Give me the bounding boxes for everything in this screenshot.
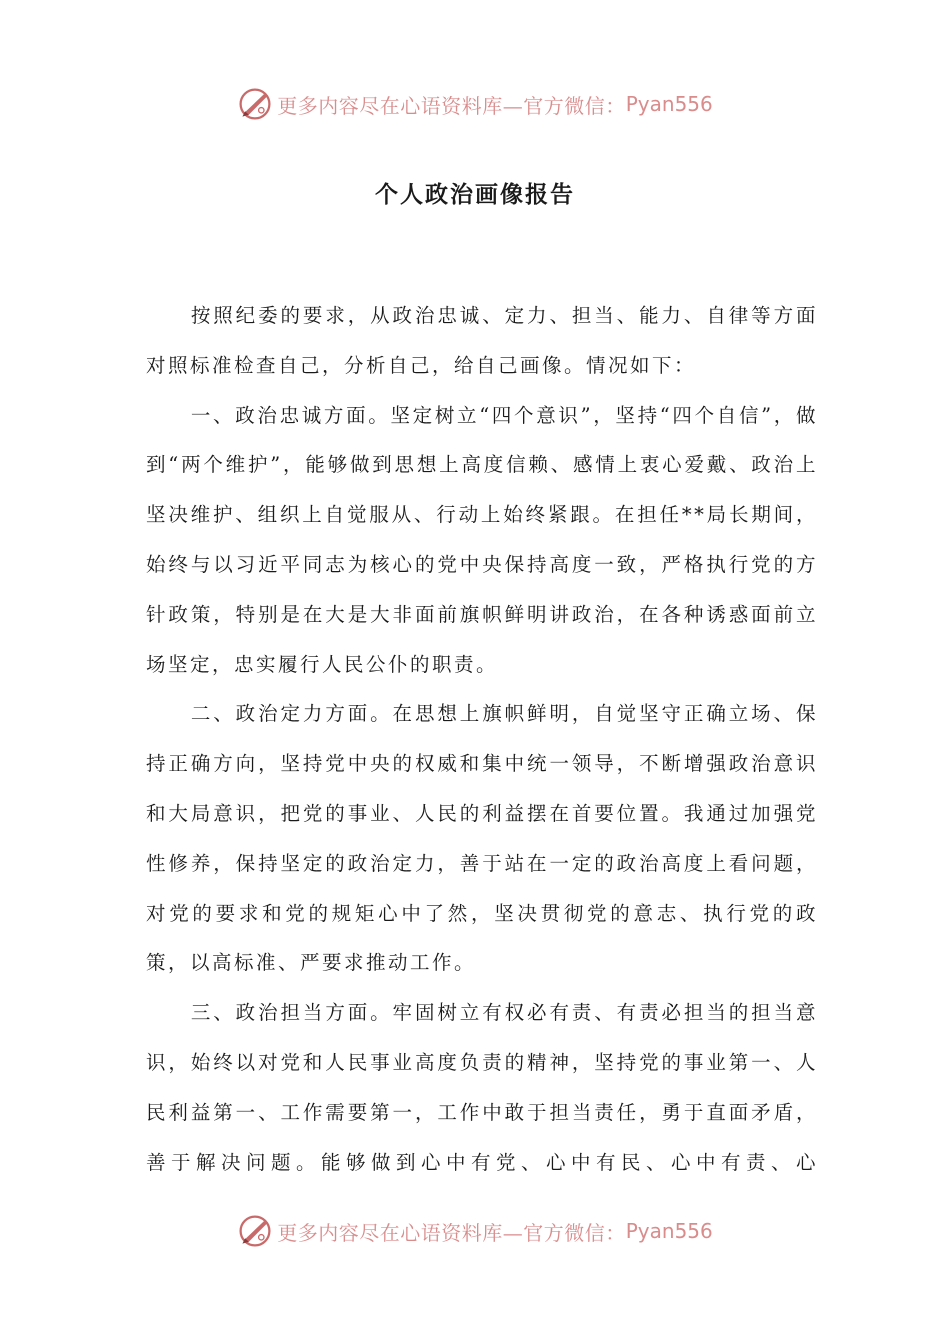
- paragraph-loyalty: 一、政治忠诚方面。坚定树立“四个意识”，坚持“四个自信”，做到“两个维护”，能够做到思想上高度信赖、感情上衷心爱戴、政治上坚决维护、组织上自觉服从、行动上始终紧跟。在担任**局长期间，始终与以习近平同志为核心的党中央保持高度一致，严格执行党的方针政策，特别是在大是大非面前旗帜鲜明讲政治，在各种诱惑面前立场坚定，忠实履行人民公仆的职责。: [146, 403, 818, 676]
- document-body: [146, 291, 818, 1187]
- paragraph-responsibility: 三、政治担当方面。牢固树立有权必有责、有责必担当的担当意识，始终以对党和人民事业高度负责的精神，坚持党的事业第一、人民利益第一、工作需要第一，工作中敢于担当责任，勇于直面矛盾，善于解决问题。能够做到心中有党、心中有民、心中有责、心: [146, 1001, 818, 1174]
- watermark-text: 更多内容尽在心语资料库—官方微信：: [277, 1220, 626, 1245]
- header-watermark-banner: [0, 82, 950, 126]
- wechat-id: Pyan556: [625, 92, 713, 116]
- wechat-id: Pyan556: [625, 1219, 713, 1243]
- watermark-text: 更多内容尽在心语资料库—官方微信：: [277, 93, 626, 118]
- pen-logo-icon: [237, 86, 273, 122]
- paragraph-steadiness: 二、政治定力方面。在思想上旗帜鲜明，自觉坚守正确立场、保持正确方向，坚持党中央的权威和集中统一领导，不断增强政治意识和大局意识，把党的事业、人民的利益摆在首要位置。我通过加强党性修养，保持坚定的政治定力，善于站在一定的政治高度上看问题，对党的要求和党的规矩心中了然，坚决贯彻党的意志、执行党的政策，以高标准、严要求推动工作。: [146, 702, 818, 975]
- pen-logo-icon: [237, 1213, 273, 1249]
- paragraph-intro: 按照纪委的要求，从政治忠诚、定力、担当、能力、自律等方面对照标准检查自己，分析自己，给自己画像。情况如下：: [146, 304, 818, 377]
- document-title: 个人政治画像报告: [375, 182, 575, 208]
- footer-watermark-banner: [0, 1209, 950, 1253]
